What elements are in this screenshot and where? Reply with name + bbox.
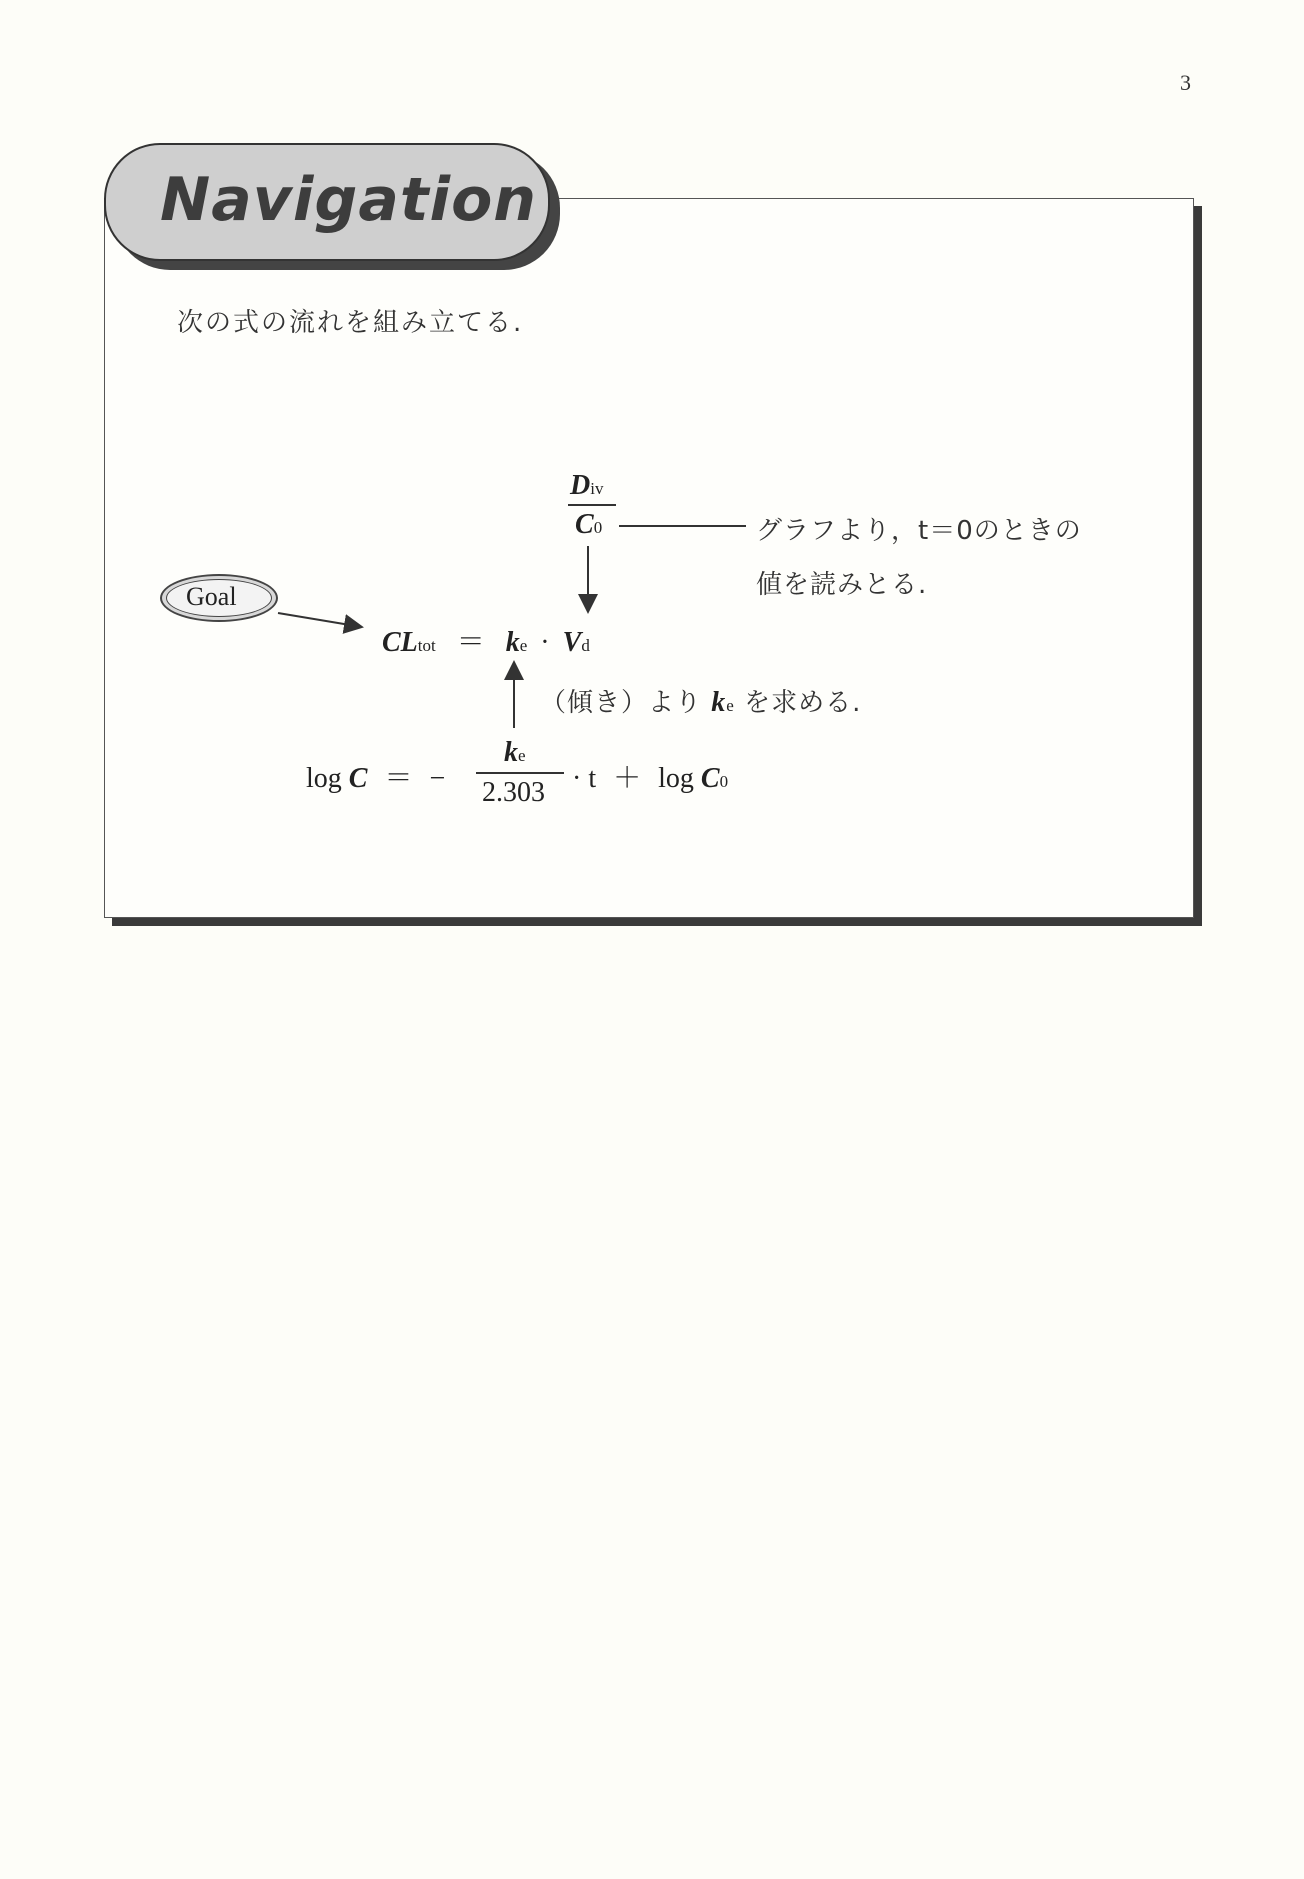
middle-note: （傾き）より ke を求める. [540, 687, 862, 718]
log-equation-rhs: · t ＋ log C0 [572, 763, 729, 794]
log-fraction-numerator: ke [504, 737, 526, 768]
top-note-line2: 値を読みとる. [756, 570, 928, 600]
instruction-text: 次の式の流れを組み立てる. [177, 308, 524, 338]
header-title: Navigation [160, 165, 538, 235]
top-fraction-denominator: C0 [575, 509, 603, 540]
page-number: 3 [1180, 70, 1191, 95]
top-fraction-numerator: Div [570, 470, 604, 501]
top-note-line1: グラフより，t＝0のときの [756, 516, 1082, 546]
log-equation-lhs: log C ＝ − [306, 763, 446, 794]
main-equation: CLtot ＝ ke · Vd [382, 627, 590, 658]
goal-label: Goal [186, 582, 237, 611]
log-fraction-denominator: 2.303 [482, 777, 545, 808]
goal-arrow [278, 613, 362, 627]
